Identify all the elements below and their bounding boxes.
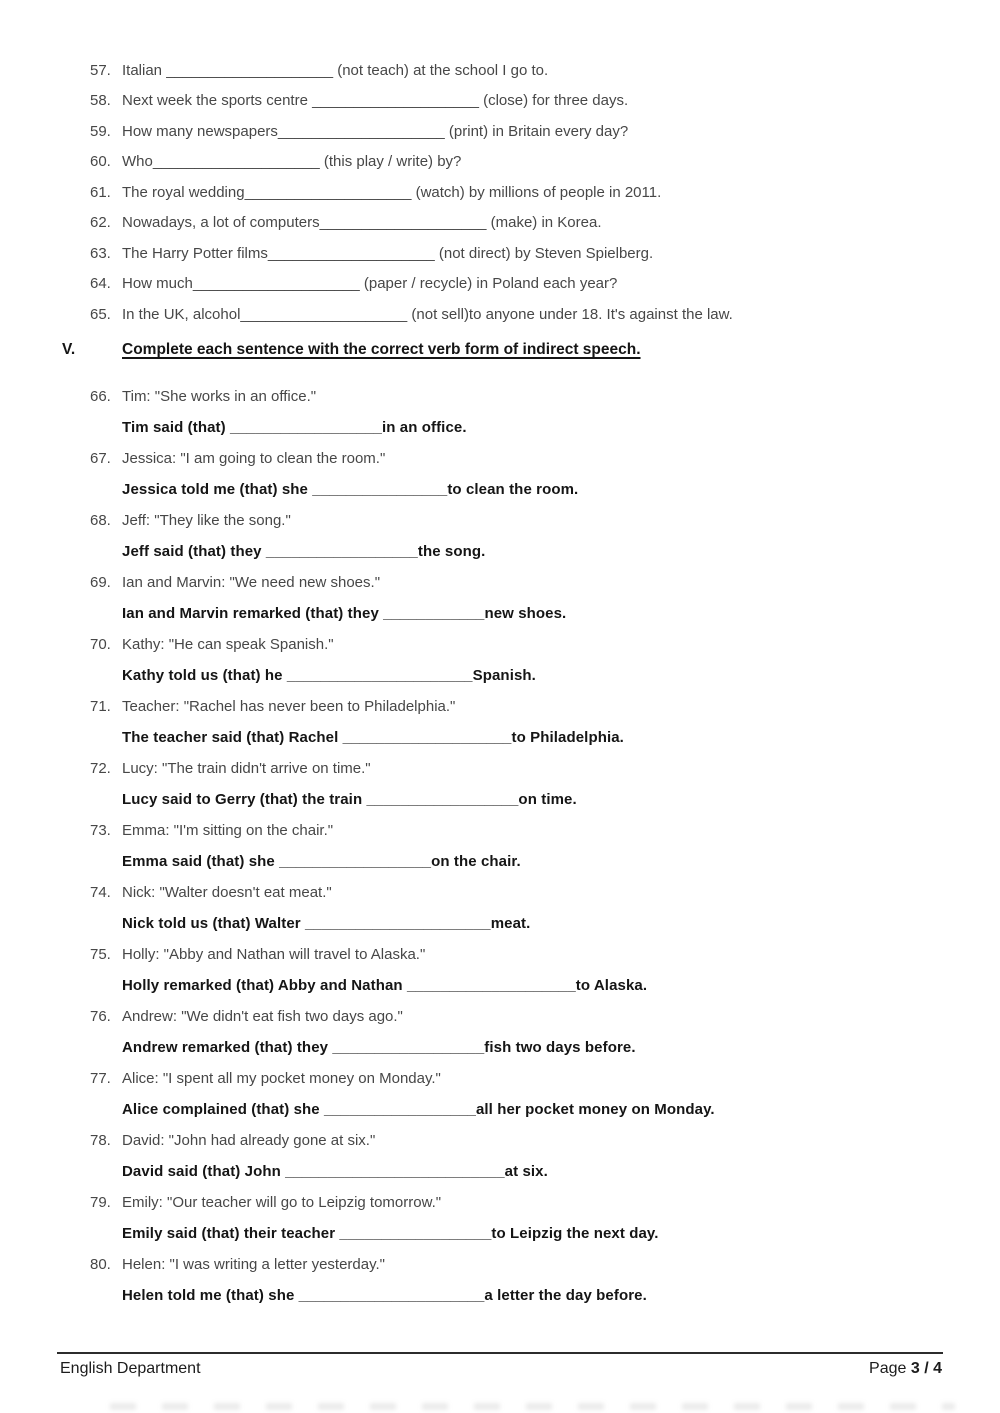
- item-number: 72.: [90, 759, 111, 777]
- answer-line: [0, 908, 1000, 939]
- quote-line: [0, 1001, 1000, 1032]
- footer-department-label: English Department: [60, 1360, 201, 1377]
- answer-line: [0, 1156, 1000, 1187]
- answer-line: [0, 722, 1000, 753]
- quote-text: Teacher: "Rachel has never been to Philadelphia.": [122, 697, 456, 715]
- quote-text: Kathy: "He can speak Spanish.": [122, 635, 334, 653]
- item-number: 73.: [90, 821, 111, 839]
- quote-line: [0, 877, 1000, 908]
- answer-text: The teacher said (that) Rachel ____________________to Philadelphia.: [122, 728, 624, 746]
- quote-text: David: "John had already gone at six.": [122, 1131, 376, 1149]
- item-number: 61.: [90, 183, 111, 201]
- item-number: 70.: [90, 635, 111, 653]
- answer-line: [0, 784, 1000, 815]
- item-number: 66.: [90, 387, 111, 405]
- quote-line: [0, 629, 1000, 660]
- exercise-item: [0, 86, 1000, 117]
- answer-text: Emily said (that) their teacher __________________to Leipzig the next day.: [122, 1224, 659, 1242]
- section-5-title: Complete each sentence with the correct verb form of indirect speech.: [122, 341, 641, 358]
- quote-text: Emma: "I'm sitting on the chair.": [122, 821, 334, 839]
- answer-line: [0, 1094, 1000, 1125]
- answer-line: [0, 1218, 1000, 1249]
- item-number: 77.: [90, 1069, 111, 1087]
- item-number: 63.: [90, 244, 111, 262]
- item-text: In the UK, alcohol____________________ (not sell)to anyone under 18. It's against the law.: [122, 305, 733, 323]
- quote-text: Lucy: "The train didn't arrive on time.": [122, 759, 371, 777]
- quote-line: [0, 815, 1000, 846]
- quote-text: Alice: "I spent all my pocket money on Monday.": [122, 1069, 441, 1087]
- item-text: Italian ____________________ (not teach) at the school I go to.: [122, 61, 549, 79]
- item-number: 68.: [90, 511, 111, 529]
- item-number: 76.: [90, 1007, 111, 1025]
- answer-text: Lucy said to Gerry (that) the train __________________on time.: [122, 790, 577, 808]
- item-number: 79.: [90, 1193, 111, 1211]
- quote-text: Andrew: "We didn't eat fish two days ago.": [122, 1007, 403, 1025]
- item-number: 75.: [90, 945, 111, 963]
- section-4-list: [0, 55, 1000, 330]
- item-number: 71.: [90, 697, 111, 715]
- exercise-item: [0, 208, 1000, 239]
- quote-line: [0, 691, 1000, 722]
- quote-line: [0, 753, 1000, 784]
- footer-page-number: [869, 1360, 942, 1378]
- answer-text: Holly remarked (that) Abby and Nathan ____________________to Alaska.: [122, 976, 648, 994]
- quote-text: Holly: "Abby and Nathan will travel to Alaska.": [122, 945, 426, 963]
- quote-text: Tim: "She works in an office.": [122, 387, 317, 405]
- exercise-item: [0, 116, 1000, 147]
- quote-line: [0, 939, 1000, 970]
- footer-page-prefix: Page: [869, 1360, 911, 1377]
- answer-line: [0, 1280, 1000, 1311]
- item-number: 58.: [90, 92, 111, 110]
- answer-text: Jeff said (that) they __________________the song.: [122, 542, 486, 560]
- exercise-item: [0, 147, 1000, 178]
- quote-text: Jeff: "They like the song.": [122, 511, 291, 529]
- answer-text: Helen told me (that) she ______________________a letter the day before.: [122, 1286, 647, 1304]
- answer-line: [0, 660, 1000, 691]
- exercise-item: [0, 177, 1000, 208]
- quote-line: [0, 443, 1000, 474]
- answer-text: David said (that) John __________________________at six.: [122, 1162, 548, 1180]
- quote-text: Emily: "Our teacher will go to Leipzig tomorrow.": [122, 1193, 442, 1211]
- item-text: How many newspapers____________________ (print) in Britain every day?: [122, 122, 629, 140]
- quote-text: Nick: "Walter doesn't eat meat.": [122, 883, 332, 901]
- answer-text: Alice complained (that) she __________________all her pocket money on Monday.: [122, 1100, 715, 1118]
- item-number: 69.: [90, 573, 111, 591]
- answer-text: Jessica told me (that) she ________________to clean the room.: [122, 480, 579, 498]
- item-number: 67.: [90, 449, 111, 467]
- item-number: 59.: [90, 122, 111, 140]
- exercise-item: [0, 238, 1000, 269]
- item-text: Next week the sports centre ____________________ (close) for three days.: [122, 92, 629, 110]
- item-text: The royal wedding____________________ (watch) by millions of people in 2011.: [122, 183, 662, 201]
- quote-line: [0, 1187, 1000, 1218]
- quote-line: [0, 505, 1000, 536]
- exercise-item: [0, 269, 1000, 300]
- item-number: 65.: [90, 305, 111, 323]
- quote-line: [0, 567, 1000, 598]
- answer-text: Kathy told us (that) he ______________________Spanish.: [122, 666, 536, 684]
- answer-line: [0, 1032, 1000, 1063]
- quote-text: Ian and Marvin: "We need new shoes.": [122, 573, 381, 591]
- item-number: 74.: [90, 883, 111, 901]
- quote-line: [0, 381, 1000, 412]
- quote-line: [0, 1249, 1000, 1280]
- item-text: How much____________________ (paper / recycle) in Poland each year?: [122, 275, 618, 293]
- page-footer: [60, 1360, 942, 1378]
- item-number: 64.: [90, 275, 111, 293]
- answer-line: [0, 412, 1000, 443]
- section-5-label: V.: [62, 341, 76, 358]
- quote-text: Jessica: "I am going to clean the room.": [122, 449, 386, 467]
- answer-text: Nick told us (that) Walter ______________________meat.: [122, 914, 531, 932]
- quote-line: [0, 1125, 1000, 1156]
- section-5-header: [0, 335, 1000, 366]
- exercise-item: [0, 299, 1000, 330]
- answer-text: Tim said (that) __________________in an office.: [122, 418, 467, 436]
- item-text: Who____________________ (this play / write) by?: [122, 153, 462, 171]
- answer-line: [0, 474, 1000, 505]
- quote-line: [0, 1063, 1000, 1094]
- item-number: 62.: [90, 214, 111, 232]
- item-text: The Harry Potter films____________________ (not direct) by Steven Spielberg.: [122, 244, 654, 262]
- exercise-item: [0, 55, 1000, 86]
- answer-line: [0, 970, 1000, 1001]
- item-number: 80.: [90, 1255, 111, 1273]
- next-page-text-peek: [110, 1403, 955, 1410]
- item-number: 57.: [90, 61, 111, 79]
- item-number: 60.: [90, 153, 111, 171]
- section-5-list: [0, 381, 1000, 1311]
- footer-page-value: 3 / 4: [910, 1360, 942, 1377]
- footer-divider: [57, 1352, 943, 1354]
- item-number: 78.: [90, 1131, 111, 1149]
- item-text: Nowadays, a lot of computers____________________ (make) in Korea.: [122, 214, 602, 232]
- answer-text: Ian and Marvin remarked (that) they ____________new shoes.: [122, 604, 567, 622]
- answer-line: [0, 846, 1000, 877]
- answer-line: [0, 536, 1000, 567]
- answer-text: Emma said (that) she __________________on the chair.: [122, 852, 521, 870]
- answer-line: [0, 598, 1000, 629]
- quote-text: Helen: "I was writing a letter yesterday.": [122, 1255, 385, 1273]
- answer-text: Andrew remarked (that) they __________________fish two days before.: [122, 1038, 636, 1056]
